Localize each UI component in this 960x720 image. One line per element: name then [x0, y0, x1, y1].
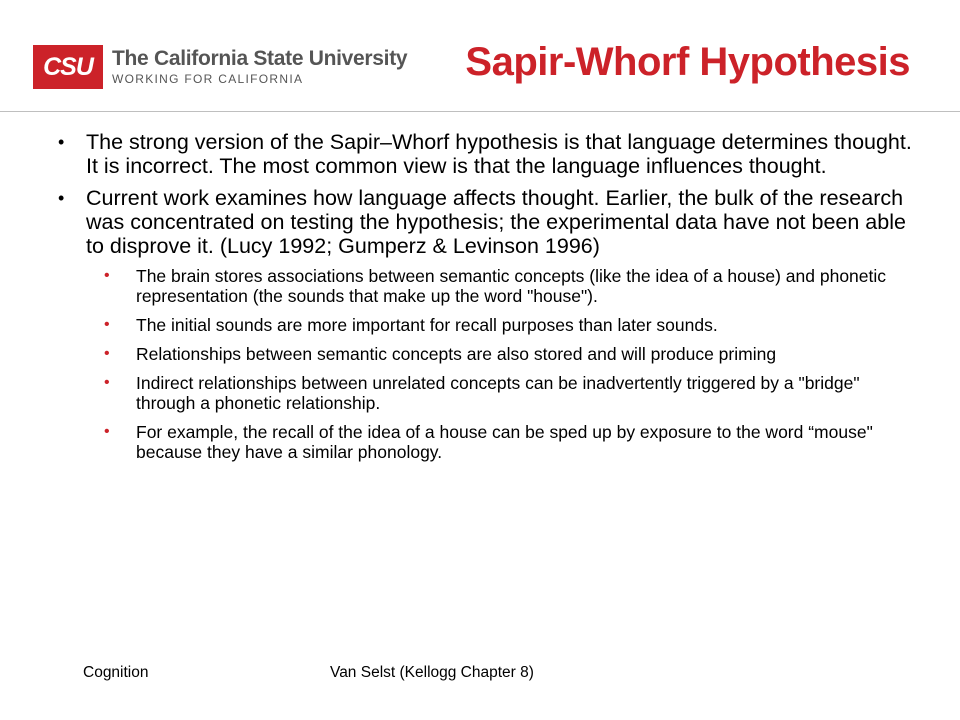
bullet-dot-icon: •	[104, 267, 110, 284]
footer-author: Van Selst (Kellogg Chapter 8)	[330, 664, 534, 681]
slide-header	[0, 0, 960, 112]
footer-course: Cognition	[83, 664, 149, 681]
sub-bullet-text: Relationships between semantic concepts are also stored and will produce priming	[136, 344, 777, 364]
sub-bullet-text: For example, the recall of the idea of a house can be sped up by exposure to the word “mouse" because they have a similar phonology.	[136, 422, 873, 462]
sub-bullet-item	[58, 344, 918, 364]
sub-bullet-list	[58, 266, 918, 462]
sub-bullet-item	[58, 422, 918, 462]
bullet-strong-version: • The strong version of the Sapir–Whorf hypothesis is that language determines thought. It is incorrect. The most common view is that the language influences thought.	[58, 130, 918, 178]
sub-bullet-text: The brain stores associations between semantic concepts (like the idea of a house) and phonetic representation (the sounds that make up the word "house").	[136, 266, 887, 306]
slide-body	[58, 130, 918, 471]
sub-bullet-item	[58, 315, 918, 335]
csu-logo-tagline: WORKING FOR CALIFORNIA	[112, 72, 304, 86]
sub-bullet-text: The initial sounds are more important for recall purposes than later sounds.	[136, 315, 718, 335]
header-divider	[0, 111, 960, 112]
bullet-dot-icon: •	[104, 374, 110, 391]
bullet-dot-icon: •	[104, 423, 110, 440]
csu-logo-text	[112, 47, 407, 87]
csu-logo	[33, 45, 407, 89]
sub-bullet-item	[58, 373, 918, 413]
sub-bullet-item	[58, 266, 918, 306]
csu-logo-name: The California State University	[112, 47, 408, 70]
bullet-dot-icon: •	[104, 345, 110, 362]
slide-title: Sapir-Whorf Hypothesis	[465, 40, 910, 84]
csu-logo-mark: CSU	[33, 45, 103, 89]
bullet-dot-icon: •	[104, 316, 110, 333]
sub-bullet-text: Indirect relationships between unrelated concepts can be inadvertently triggered by a "bridge" through a phonetic relationship.	[136, 373, 860, 413]
bullet-current-work: • Current work examines how language affects thought. Earlier, the bulk of the research was concentrated on testing the hypothesis; the experimental data have not been able to disprove it. (Lucy 1992; Gumperz & Levinson 1996)	[58, 186, 918, 258]
